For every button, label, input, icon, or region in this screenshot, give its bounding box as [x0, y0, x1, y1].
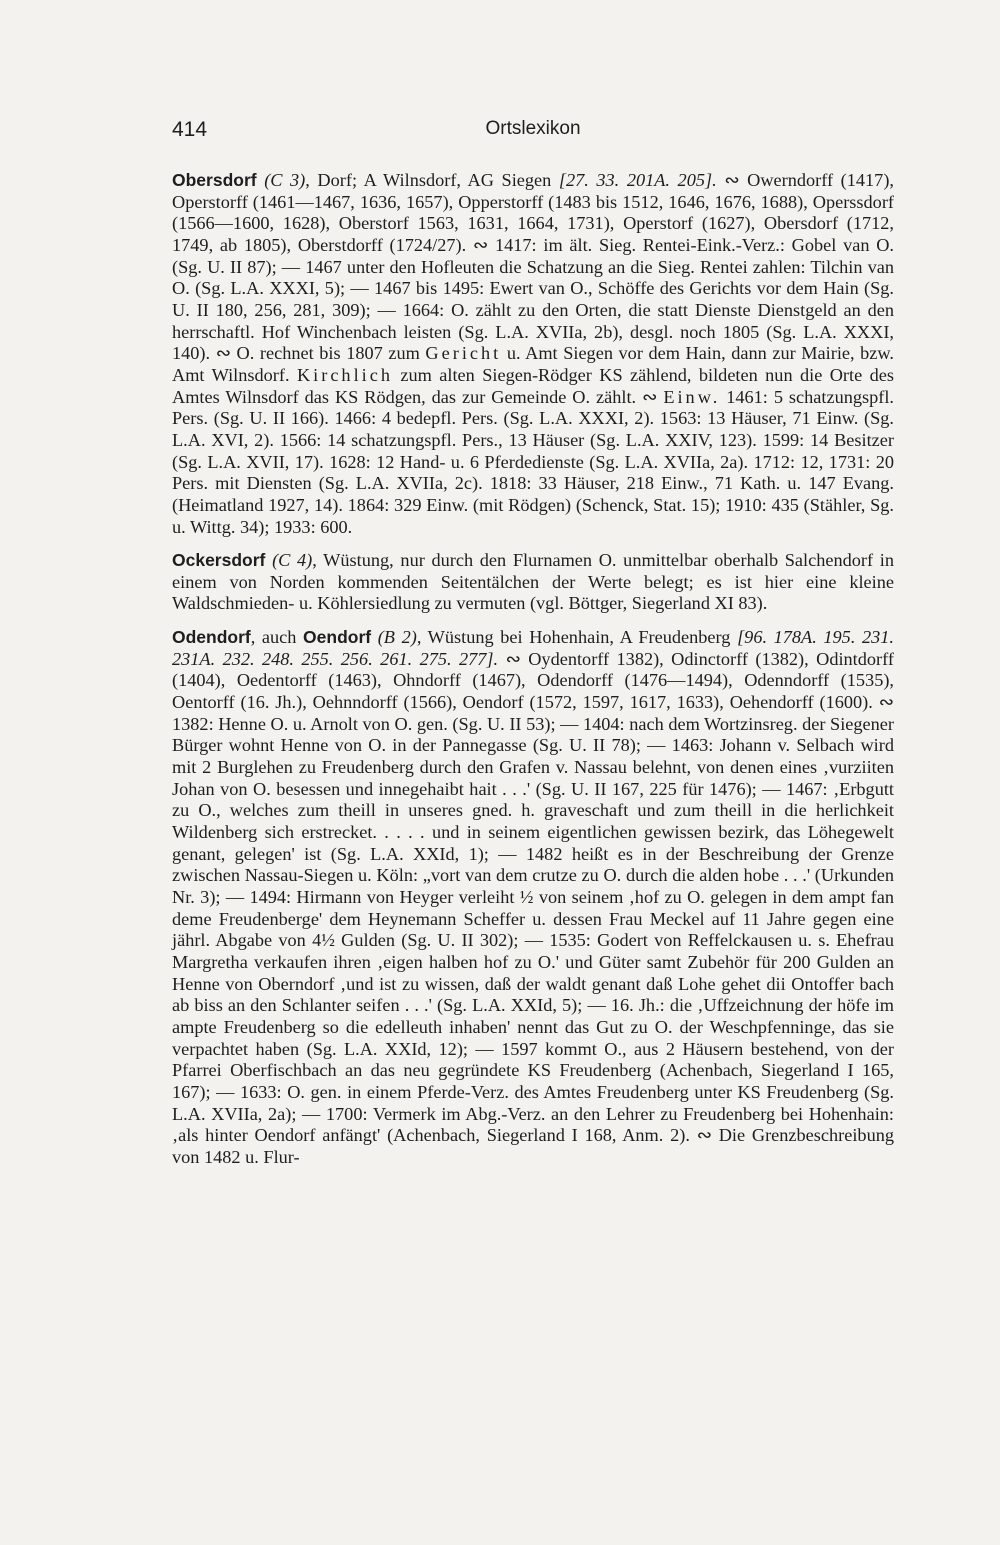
- grid-reference: (C 4): [272, 550, 313, 571]
- entry-text: zum alten Siegen-Rödger KS zählend, bildeten nun die Orte des Amtes Wilnsdorf das KS Rödgen, das zur Gemeinde O. zählt. ∾: [172, 364, 894, 407]
- entry-text: , auch: [250, 627, 304, 648]
- entry-text: , Wüstung, nur durch den Flurnamen O. unmittelbar oberhalb Salchendorf in einem von Norden kommenden Seitentälchen der Werte belegt; es ist hier eine kleine Waldschmieden- u. Köhlersiedlung zu vermuten (vgl. Böttger, Siegerland XI 83).: [172, 550, 894, 614]
- headword: Ockersdorf: [172, 550, 266, 571]
- entry-text: ∾ Oydentorff 1382), Odinctorff (1382), Odintdorff (1404), Oedentorff (1463), Ohndorff (1467), Odendorff (1476—1494), Odenndorff (1535), Oentorff (16. Jh.), Oehnndorff (1566), Oendorf (1572, 1597, 1617, 1633), Oehendorff (1600). ∾ 1382: Henne O. u. Arnolt von O. gen. (Sg. U. II 53); — 1404: nach dem Wortzinsreg. der Siegener Bürger wohnt Henne von O. in der Pannegasse (Sg. U. II 78); — 1463: Johann v. Selbach wird mit 2 Burglehen zu Freudenberg durch den Grafen v. Nassau belehnt, von denen eines ‚vurziiten Johan von O. besessen und innegehaibt hait . . .' (Sg. U. II 167, 225 für 1476); — 1467: ‚Erbgutt zu O., welches zum theill in unseres gned. h. graveschaft und zum theill in die herlichkeit Wildenberg sich erstrecket. . . . . und in seinem eigentlichen gewissen bezirk, das Löhegewelt genant, gelegen' ist (Sg. L.A. XXId, 1); — 1482 heißt es in der Beschreibung der Grenze zwischen Nassau-Siegen u. Köln: „vort van dem crutze zu O. durch die alden hobe . . .' (Urkunden Nr. 3); — 1494: Hirmann von Heyger verleiht ½ von seinem ‚hof zu O. gelegen in dem ampt fan deme Freudenberge' dem Heynemann Scheffer u. dessen Frau Meckel auf 11 Jahre gegen eine jährl. Abgabe von 4½ Gulden (Sg. U. II 302); — 1535: Godert von Reffelckausen u. s. Ehefrau Margretha verkaufen ihren ‚eigen halben hof zu O.' und Güter samt Zubehör für 200 Gulden an Henne von Oberndorf ‚und ist zu wissen, daß der waldt genant daß Lohe gehet dii Ontoffer bach ab biss an den Schlanter seifen . . .' (Sg. L.A. XXId, 5); — 16. Jh.: die ‚Uffzeichnung der höfe im ampte Freudenberg so die edelleuth inhaben' nennt das Gut zu O. der Weschpfenninge, das sie verpachtet haben (Sg. L.A. XXId, 12); — 1597 kommt O., aus 2 Häusern bestehend, von der Pfarrei Oberfischbach an das neu gegründete KS Freudenberg (Achenbach, Siegerland I 165, 167); — 1633: O. gen. in einem Pferde-Verz. des Amtes Freudenberg unter KS Freudenberg (Sg. L.A. XVIIa, 2a); — 1700: Vermerk im Abg.-Verz. an den Lehrer zu Freudenberg bei Hohenhain: ‚als hinter Oendorf anfängt' (Achenbach, Siegerland I 168, Anm. 2). ∾ Die Grenzbeschreibung von 1482 u. Flur-: [172, 648, 894, 1167]
- source-references: [96. 178A. 195. 231. 231A. 232. 248. 255. 256. 261. 275. 277].: [172, 627, 894, 669]
- spaced-term: Gericht: [425, 343, 502, 364]
- headword: Obersdorf: [172, 170, 257, 190]
- entry-odendorf: [172, 627, 894, 1168]
- grid-reference: (C 3): [264, 170, 306, 190]
- entry-text: u. Amt Siegen vor dem Hain, dann zur Mairie, bzw. Amt Wilnsdorf.: [172, 343, 894, 385]
- page-header: [172, 118, 894, 148]
- text-block: [172, 170, 894, 1181]
- headword-variant: Oendorf: [303, 627, 372, 648]
- entry-text: , Wüstung bei Hohenhain, A Freudenberg: [416, 627, 738, 648]
- entry-ockersdorf: [172, 550, 894, 615]
- spaced-term: Kirchlich: [296, 364, 393, 385]
- source-references: [27. 33. 201A. 205].: [558, 170, 717, 190]
- headword: Odendorf: [172, 627, 251, 648]
- entry-obersdorf: [172, 170, 894, 538]
- entry-text: , Dorf; A Wilnsdorf, AG Siegen: [305, 170, 559, 190]
- grid-reference: (B 2): [377, 627, 417, 648]
- entry-text: ∾ Owerndorff (1417), Operstorff (1461—1467, 1636, 1657), Opperstorff (1483 bis 1512, 1646, 1676, 1688), Operssdorf (1566—1600, 1628), Oberstorf 1563, 1631, 1664, 1731), Operstorf (1627), Obersdorf (1712, 1749, ab 1805), Oberstdorff (1724/27). ∾ 1417: im ält. Sieg. Rentei-Eink.-Verz.: Gobel van O. (Sg. U. II 87); — 1467 unter den Hofleuten die Schatzung an die Sieg. Rentei zahlen: Tilchin van O. (Sg. L.A. XXXI, 5); — 1467 bis 1495: Ewert van O., Schöffe des Gerichts vor dem Hain (Sg. U. II 180, 256, 281, 309); — 1664: O. zählt zu den Orten, die statt Dienste Dienstgeld an den herrschaftl. Hof Winchenbach leisten (Sg. L.A. XVIIa, 2b), desgl. noch 1805 (Sg. L.A. XXXI, 140). ∾ O. rechnet bis 1807 zum: [172, 170, 894, 364]
- entry-text: 1461: 5 schatzungspfl. Pers. (Sg. U. II 166). 1466: 4 bedepfl. Pers. (Sg. L.A. XXXI, 2). 1563: 13 Häuser, 71 Einw. (Sg. L.A. XVI, 2). 1566: 14 schatzungspfl. Pers., 13 Häuser (Sg. L.A. XXIV, 123). 1599: 14 Besitzer (Sg. L.A. XVII, 17). 1628: 12 Hand- u. 6 Pferdedienste (Sg. L.A. XVIIa, 2a). 1712: 12, 1731: 20 Pers. mit Diensten (Sg. L.A. XVIIa, 2c). 1818: 33 Häuser, 218 Einw., 71 Kath. u. 147 Evang. (Heimatland 1927, 14). 1864: 329 Einw. (mit Rödgen) (Schenck, Stat. 15); 1910: 435 (Stähler, Sg. u. Wittg. 34); 1933: 600.: [172, 386, 894, 537]
- page-number: 414: [172, 118, 208, 141]
- spaced-term: Einw.: [663, 386, 721, 407]
- running-title: Ortslexikon: [485, 118, 581, 139]
